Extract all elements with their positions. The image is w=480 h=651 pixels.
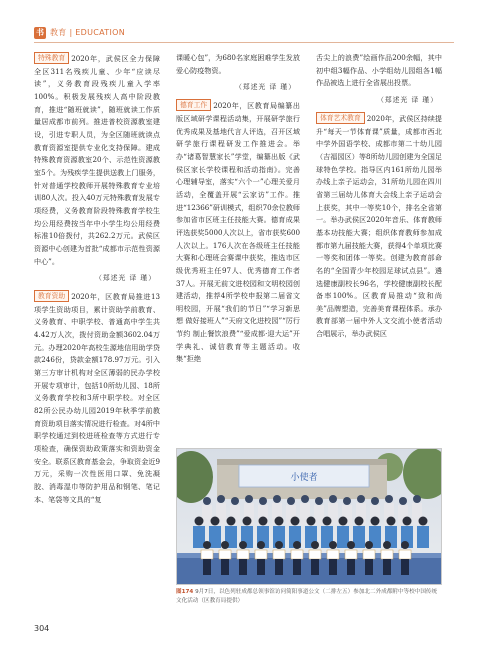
group-photo-illustration bbox=[177, 449, 442, 585]
section-tag-sports-arts: 体育艺术教育 bbox=[316, 112, 365, 124]
moral-education-paragraph bbox=[176, 99, 300, 366]
book-icon: 书 bbox=[36, 28, 44, 37]
sports-arts-paragraph bbox=[316, 112, 442, 341]
figure-number: 图174 bbox=[176, 589, 194, 595]
section-header bbox=[34, 26, 454, 42]
author-signature: （郑述光 译 瑾） bbox=[377, 95, 438, 104]
section-title: 教育 | EDUCATION bbox=[50, 28, 126, 37]
section-tag-moral-education: 德育工作 bbox=[176, 99, 211, 111]
column-1 bbox=[34, 52, 160, 506]
paragraph-text: 2020年，区教育局编纂出版区域研学课程活动集，开展研学旅行优秀成果及基地代言人评选，召开区域研学旅行课程研发工作推进会。举办“诸葛智慧家长”学堂，编纂出版《武侯区家长学校课程和活动指南》。完善心理辅导室，落实“六个一”心理关爱月活动，全覆盖开展“云家访”工作。推进“12366”研训模式，组织70余位教师参加省市区班主任技能大赛。德育成果评选获奖5000人次以上，省市获奖600人次以上。176人次在各级班主任技能大赛和心理班会赛课中获奖，推选市区级优秀班主任97人、优秀德育工作者37人。开展无前文进校园和文明校园创建活动，推荐4所学校申报第二届省文明校园，开展“我们的节日”“学习新思想 做好接班人”“天府文化进校园”“厉行节约 制止餐饮浪费”“爱成都·迎大运”开学典礼、诚信教育等主题活动。收集“拒绝 bbox=[176, 101, 300, 364]
column-3 bbox=[316, 52, 442, 341]
continued-paragraph: 课暖心包”，为680名家庭困难学生发放爱心防疫物资。 bbox=[176, 53, 300, 75]
page-number: 304 bbox=[34, 624, 50, 633]
author-signature: （郑述光 译 瑾） bbox=[235, 83, 296, 92]
header-divider bbox=[34, 42, 454, 43]
education-aid-paragraph bbox=[34, 290, 160, 506]
section-tag-special-education: 特殊教育 bbox=[34, 52, 69, 64]
special-education-paragraph bbox=[34, 52, 160, 268]
paragraph-text: 2020年，区教育局推进13项学生资助项目，累计资助学前教育、义务教育、中职学校、普通高中学生共4.42万人次，拨付资助金额3602.04万元。办理2020年高校生源地信用助学贷款246份，贷款金额178.97万元。引入第三方审计机构对全区薄弱的民办学校开展专项审计，包括10所幼儿园、18所义务教育学校和3所中职学校。对全区82所公民办幼儿园2019年秋季学前教育资助项目落实情况进行检查。对4所中职学校通过到校进班检查等方式进行专项检查，确保资助政策落实和资助资金安全。联系区教育基金会，争取资金近9万元，采购一次性医用口罩、免洗凝胶、消毒湿巾等防护用品和钢笔、笔记本、笔袋等文具的“复 bbox=[34, 292, 160, 504]
paragraph-text: 2020年，武侯区持续提升“每天一节体育课”质量，成都市西北中学外国语学校、成都市第二十幼儿园（吉福园区）等8所幼儿园创建为全国足球特色学校。指导区内161所幼儿园举办线上亲子运动会，31所幼儿园在四川省第三届幼儿体育大会线上亲子运动会上获奖，其中一等奖10个，排名全省第一。举办武侯区2020年音乐、体育教师基本功技能大赛；组织体育教师参加成都市第九届技能大赛，获得4个单项比赛一等奖和团体一等奖。创建为教育部命名的“全国青少年校园足球试点县”。遴选健康副校长96名，学校健康副校长配备率100%。区教育局推动“致和尚美”品牌塑造，完善美育课程体系。承办教育部第一届中外人文交流小使者活动合唱展示，举办武侯区 bbox=[316, 113, 442, 339]
column-2 bbox=[176, 52, 300, 366]
group-photo bbox=[176, 448, 442, 585]
continued-paragraph: 舌尖上的浪费”绘画作品200余幅，其中初中组3幅作品、小学组幼儿园组各1幅作品被选上进行全省展出投票。 bbox=[316, 53, 442, 88]
caption-credit: （区教育局提供） bbox=[198, 598, 244, 604]
banner-text: 小使者 bbox=[290, 473, 318, 483]
caption-text: 9月7日，以色列驻成都总领事馆访问简阳事道公文（二排左五）参加北二外成都附中等校中国传统文化活动 bbox=[176, 589, 438, 604]
figure-caption bbox=[176, 588, 442, 606]
paragraph-text: 2020年，武侯区全力保障全区311名残疾儿童、少年“应读尽读”，义务教育段残疾儿童入学率100%。积极发展残疾人高中阶段教育，推进“随班就读”，随班就读工作质量居成都市前列。推进普校资源教室建设，引进专职人员，为全区随班就读点教育资源室提供专业化支持保障。建成特殊教育资源教室20个、示范性资源教室5个。为残疾学生提供送教上门服务，针对普通学校教师开展特殊教育专业培训80人次。投入40万元特殊教育发展专项经费，义务教育阶段特殊教育学校生均公用经费按当年中小学生均公用经费标准10倍拨付，共262.2万元。武侯区资源中心创建为首批“成都市示范性资源中心”。 bbox=[34, 54, 160, 266]
author-signature: （郑述光 译 瑾） bbox=[95, 274, 156, 283]
section-tag-education-aid: 教育资助 bbox=[34, 290, 69, 302]
